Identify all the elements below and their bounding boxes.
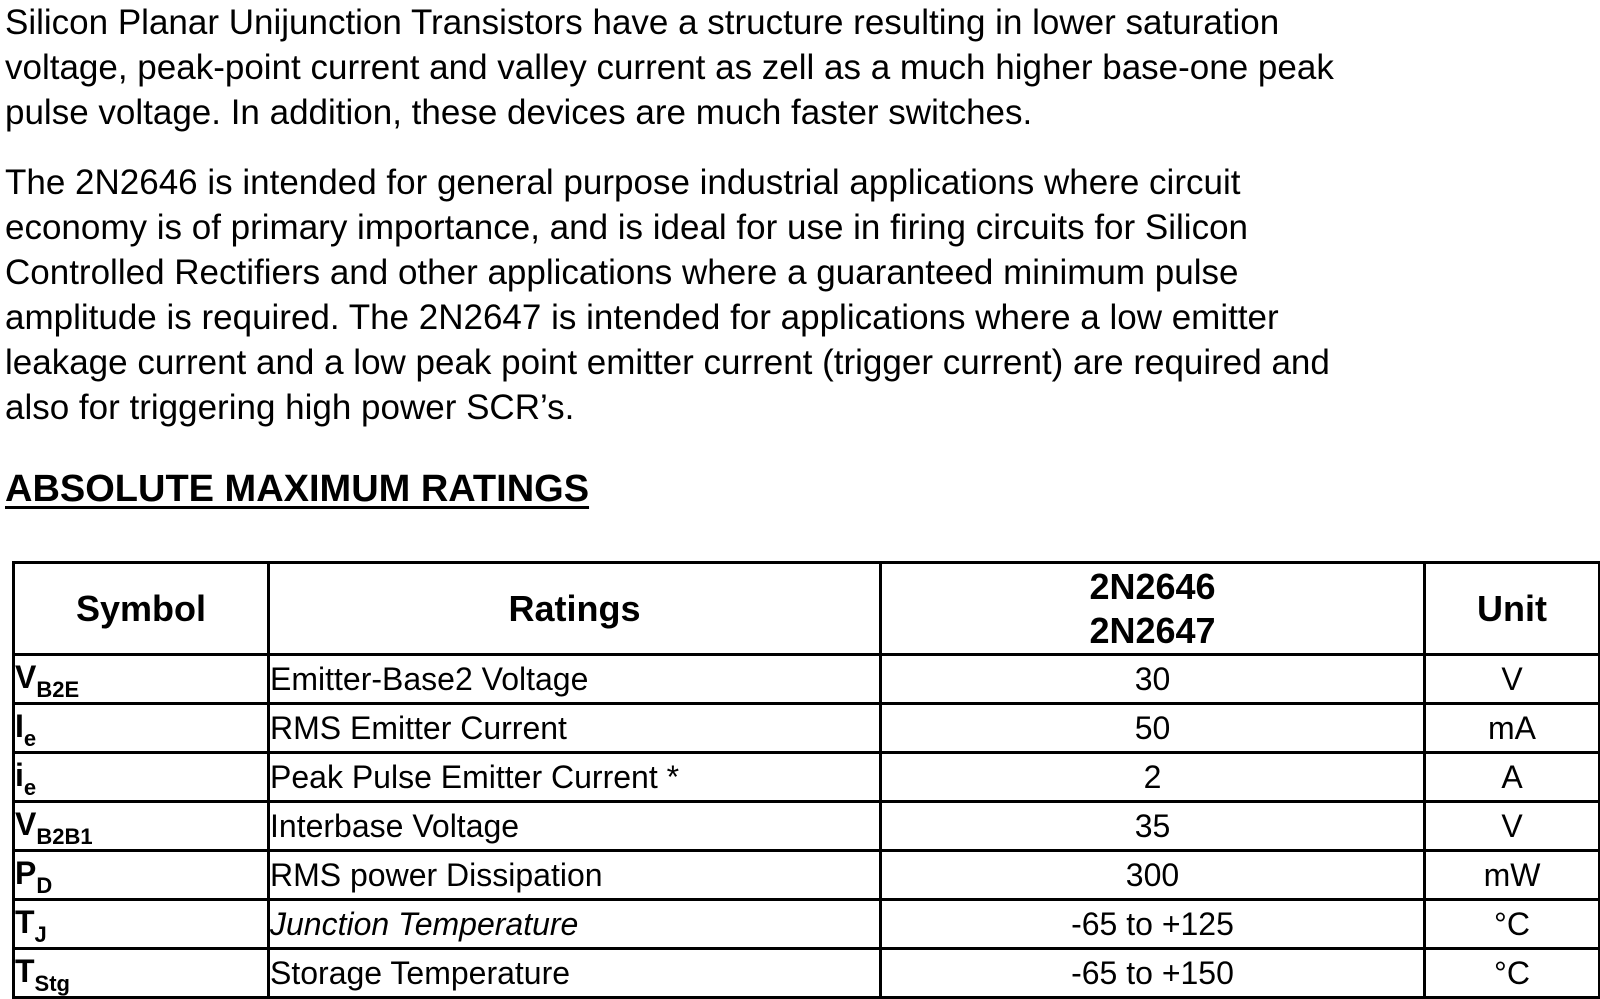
unit-cell: V bbox=[1425, 802, 1600, 851]
intro-paragraph: Silicon Planar Unijunction Transistors have a structure resulting in lower saturation voltage, peak-point current and valley current as zell as a much higher base-one peak pulse voltage. In addition, these devices are much faster switches. bbox=[5, 3, 1334, 132]
rating-cell: RMS Emitter Current bbox=[269, 704, 881, 753]
unit-cell: °C bbox=[1425, 949, 1600, 998]
section-heading: ABSOLUTE MAXIMUM RATINGS bbox=[5, 468, 590, 510]
unit-cell: V bbox=[1425, 655, 1600, 704]
table-row bbox=[14, 655, 1600, 704]
unit-cell: mW bbox=[1425, 851, 1600, 900]
symbol-cell bbox=[14, 851, 269, 900]
rating-cell: Junction Temperature bbox=[269, 900, 881, 949]
symbol-main: I bbox=[15, 708, 24, 744]
symbol-subscript: e bbox=[23, 726, 37, 751]
header-model-2n2647: 2N2647 bbox=[1089, 609, 1216, 651]
applications-paragraph: The 2N2646 is intended for general purpose industrial applications where circuit economy is of primary importance, and is ideal for use in firing circuits for Silicon Controlled Rectifiers and other applications where a guaranteed minimum pulse amplitude is required. The 2N2647 is intended for applications where a low emitter leakage current and a low peak point emitter current (trigger current) are required and also for triggering high power SCR’s. bbox=[5, 163, 1330, 427]
rating-cell: Emitter-Base2 Voltage bbox=[269, 655, 881, 704]
value-cell: 2 bbox=[881, 753, 1425, 802]
symbol-subscript: e bbox=[23, 775, 37, 800]
table-row bbox=[14, 900, 1600, 949]
unit-cell: °C bbox=[1425, 900, 1600, 949]
symbol-main: V bbox=[15, 806, 37, 842]
rating-cell: RMS power Dissipation bbox=[269, 851, 881, 900]
symbol-cell bbox=[14, 900, 269, 949]
value-cell: 35 bbox=[881, 802, 1425, 851]
symbol-subscript: J bbox=[34, 922, 47, 947]
symbol-subscript: Stg bbox=[34, 971, 70, 996]
table-row bbox=[14, 704, 1600, 753]
symbol-main: P bbox=[15, 855, 37, 891]
symbol-main: i bbox=[15, 757, 24, 793]
symbol-cell bbox=[14, 655, 269, 704]
value-cell: -65 to +125 bbox=[881, 900, 1425, 949]
symbol-cell bbox=[14, 753, 269, 802]
value-cell: 30 bbox=[881, 655, 1425, 704]
symbol-cell bbox=[14, 949, 269, 998]
symbol-main: T bbox=[15, 904, 35, 940]
symbol-subscript: B2E bbox=[36, 677, 80, 702]
value-cell: 300 bbox=[881, 851, 1425, 900]
header-ratings: Ratings bbox=[269, 563, 881, 655]
table-row bbox=[14, 949, 1600, 998]
ratings-table bbox=[12, 561, 1600, 999]
rating-cell: Storage Temperature bbox=[269, 949, 881, 998]
header-unit: Unit bbox=[1425, 563, 1600, 655]
unit-cell: A bbox=[1425, 753, 1600, 802]
symbol-cell bbox=[14, 802, 269, 851]
rating-cell: Interbase Voltage bbox=[269, 802, 881, 851]
table-row bbox=[14, 753, 1600, 802]
symbol-cell bbox=[14, 704, 269, 753]
rating-cell: Peak Pulse Emitter Current * bbox=[269, 753, 881, 802]
header-symbol: Symbol bbox=[14, 563, 269, 655]
value-cell: -65 to +150 bbox=[881, 949, 1425, 998]
table-header-row bbox=[14, 563, 1600, 655]
symbol-main: T bbox=[15, 953, 35, 989]
header-models bbox=[881, 563, 1425, 655]
symbol-subscript: D bbox=[36, 873, 53, 898]
unit-cell: mA bbox=[1425, 704, 1600, 753]
header-model-2n2646: 2N2646 bbox=[1089, 565, 1216, 607]
table-row bbox=[14, 802, 1600, 851]
table-row bbox=[14, 851, 1600, 900]
value-cell: 50 bbox=[881, 704, 1425, 753]
symbol-main: V bbox=[15, 659, 37, 695]
symbol-subscript: B2B1 bbox=[36, 824, 93, 849]
